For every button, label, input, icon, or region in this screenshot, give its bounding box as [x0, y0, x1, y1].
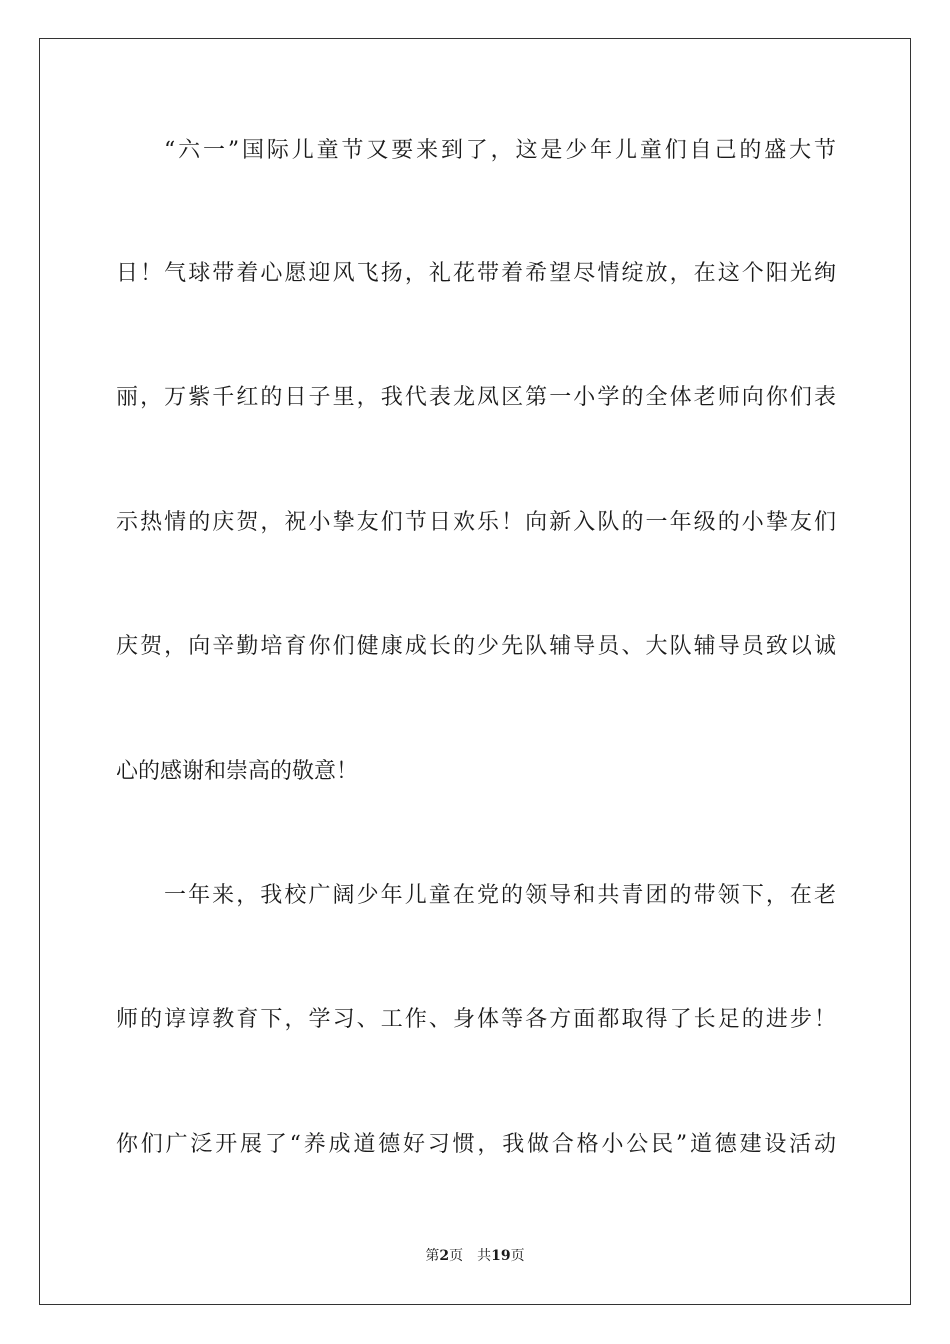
- page-suffix: 页: [449, 1248, 464, 1264]
- paragraph-line: 丽，万紫千红的日子里，我代表龙凤区第一小学的全体老师向你们表: [116, 385, 836, 410]
- page-border: [39, 38, 911, 1305]
- total-prefix: 共: [477, 1248, 492, 1264]
- paragraph-line: 师的谆谆教育下，学习、工作、身体等各方面都取得了长足的进步！: [116, 1007, 836, 1032]
- page-footer: [0, 1246, 950, 1266]
- paragraph-line: 一年来，我校广阔少年儿童在党的领导和共青团的带领下，在老: [164, 883, 836, 908]
- paragraph-line: 心的感谢和崇高的敬意！: [116, 759, 359, 784]
- total-pages: 19: [491, 1248, 511, 1264]
- page-number: 2: [439, 1248, 450, 1264]
- paragraph-line: “六一”国际儿童节又要来到了，这是少年儿童们自己的盛大节: [164, 138, 836, 163]
- total-suffix: 页: [510, 1248, 525, 1264]
- paragraph-line: 日！气球带着心愿迎风飞扬，礼花带着希望尽情绽放，在这个阳光绚: [116, 261, 836, 286]
- paragraph-line: 示热情的庆贺，祝小挚友们节日欢乐！向新入队的一年级的小挚友们: [116, 510, 836, 535]
- page-prefix: 第: [425, 1248, 440, 1264]
- paragraph-line: 你们广泛开展了“养成道德好习惯，我做合格小公民”道德建设活动: [116, 1132, 836, 1157]
- paragraph-line: 庆贺，向辛勤培育你们健康成长的少先队辅导员、大队辅导员致以诚: [116, 634, 836, 659]
